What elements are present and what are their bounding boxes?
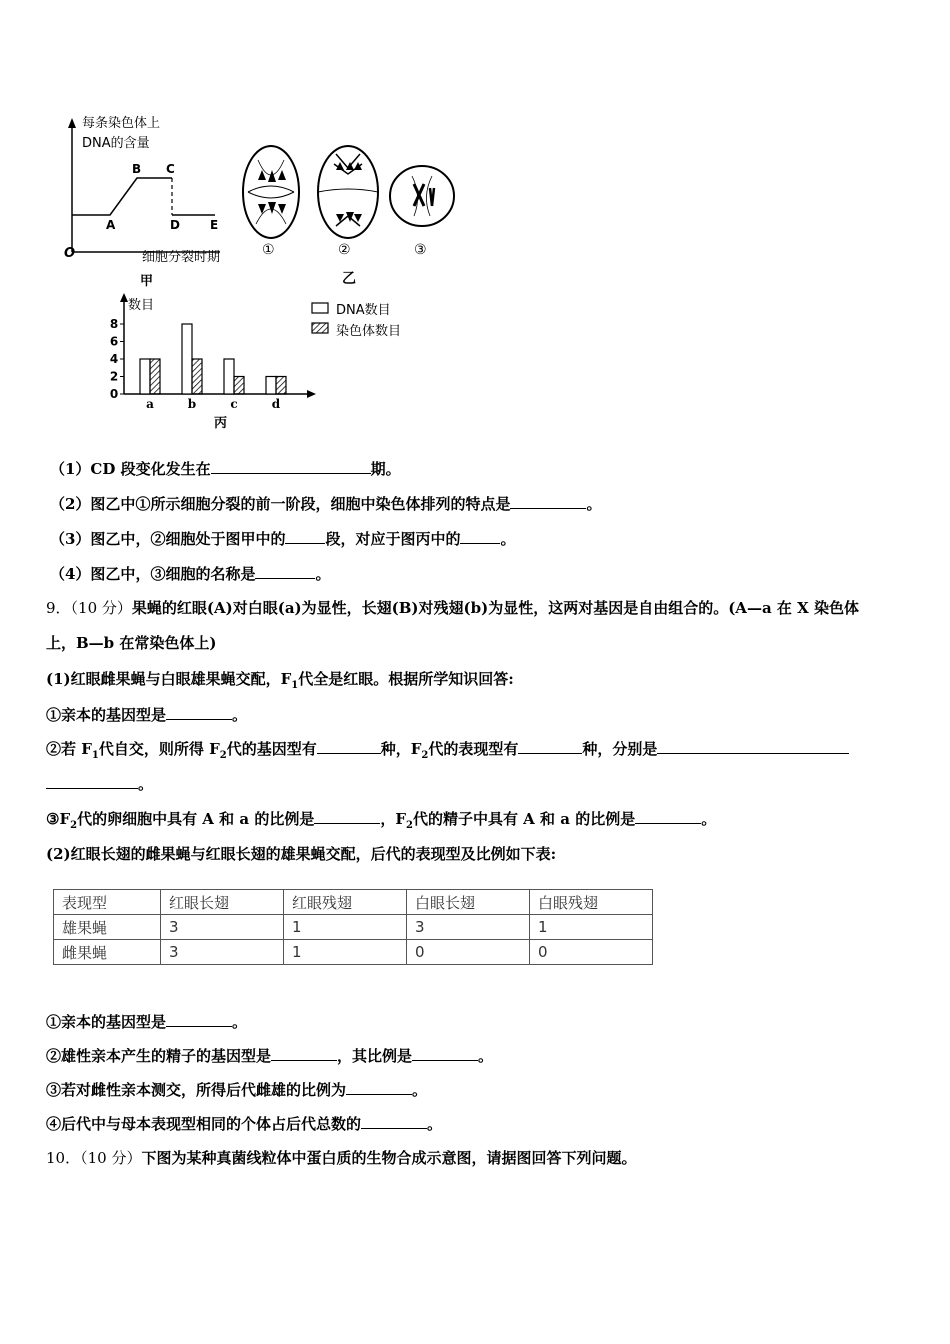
figure-bing [104,290,444,440]
bar-chart [104,290,444,440]
q9-part1-item3: $③F_2$代的卵细胞中具有 A 和 a 的比例是 ，$F_2$代的精子中具有 A 和 a 的比例是 。 [46,810,717,831]
q8-part3: （3）图乙中，②细胞处于图甲中的 段，对应于图丙中的 。 [50,530,516,548]
answer-blank[interactable] [510,507,586,509]
table-cell: 雌果蝇 [54,940,161,965]
cell-label-1: ① [262,242,275,258]
table-cell: 3 [161,915,284,940]
cell-2-image [318,146,378,238]
answer-blank[interactable] [460,542,500,544]
legend-label-chromosome: 染色体数目 [336,324,402,339]
y-axis-label-2: DNA的含量 [82,136,150,151]
category-label: b [187,397,197,411]
q9-part2-intro: (2)红眼长翅的雌果蝇与红眼长翅的雄果蝇交配，后代的表现型及比例如下表: [46,845,557,863]
bar-dna [266,377,276,395]
legend-swatch-dna [312,303,328,313]
table-cell: 3 [407,915,530,940]
q8-part1: （1）CD 段变化发生在 期。 [50,460,401,478]
q9-part1-item2-cont: 。 [46,773,153,794]
q9-part2-item1: ①亲本的基因型是 。 [46,1013,248,1031]
phenotype-table [53,889,653,965]
cell-3-image [390,166,454,226]
legend-swatch-chromosome [312,323,328,333]
bar-chromosome [276,377,286,395]
q9-part2-item2: ②雄性亲本产生的精子的基因型是 ，其比例是 。 [46,1047,494,1065]
q9-part1-intro: (1)红眼雌果蝇与白眼雄果蝇交配，$F_1$代全是红眼。根据所学知识回答: [46,670,514,691]
cell-label-3: ③ [414,242,427,258]
answer-blank[interactable] [255,577,315,579]
y-tick-label: 4 [109,352,119,366]
answer-blank[interactable] [166,718,232,720]
table-header-cell: 红眼残翅 [284,890,407,915]
cell-drawings [236,140,476,250]
table-cell: 0 [407,940,530,965]
category-label: a [146,397,154,411]
chart-ylabel: 数目 [128,298,155,313]
table-cell: 1 [284,915,407,940]
x-axis-label: 细胞分裂时期 [142,250,221,265]
y-tick-label: 2 [109,369,119,384]
table-cell: 0 [530,940,653,965]
figure-jia [60,110,240,290]
legend-label-dna: DNA数目 [336,303,391,318]
figure-jia-caption: 甲 [140,274,154,289]
answer-blank[interactable] [635,822,701,824]
bar-chromosome [150,359,160,394]
table-cell: 1 [284,940,407,965]
table-row [54,915,653,940]
point-label-b: B [132,162,142,176]
table-header-cell: 表现型 [54,890,161,915]
q9-part2-item4: ④后代中与母本表现型相同的个体占后代总数的 。 [46,1115,443,1133]
answer-blank[interactable] [285,542,325,544]
table-cell: 3 [161,940,284,965]
table-header-cell: 白眼残翅 [530,890,653,915]
table-row [54,940,653,965]
q9-stem-line2: 上，B—b 在常染色体上) [46,634,217,652]
cell-1-image [243,146,299,238]
answer-blank[interactable] [657,752,849,754]
y-tick-label: 8 [109,317,119,331]
table-cell: 雄果蝇 [54,915,161,940]
answer-blank[interactable] [361,1127,427,1129]
q8-part4: （4）图乙中，③细胞的名称是 。 [50,565,331,583]
y-tick-label: 6 [109,334,119,349]
q8-part2: （2）图乙中①所示细胞分裂的前一阶段，细胞中染色体排列的特点是 。 [50,495,602,513]
category-label: c [230,397,238,411]
bar-dna [140,359,150,394]
point-label-a: A [106,218,116,232]
q9-part2-item3: ③若对雌性亲本测交，所得后代雌雄的比例为 。 [46,1081,428,1099]
q9-stem-line1: 9．（10 分）果蝇的红眼(A)对白眼(a)为显性，长翅(B)对残翅(b)为显性，这两对基因是自由组合的。(A—a 在 X 染色体 [46,599,859,617]
answer-blank[interactable] [314,822,380,824]
point-label-e: E [210,218,219,232]
origin-label: O [64,246,76,261]
y-axis-label-1: 每条染色体上 [82,116,161,131]
answer-blank[interactable] [346,1093,412,1095]
answer-blank[interactable] [317,752,381,754]
table-cell: 1 [530,915,653,940]
bar-dna [182,324,192,394]
figure-yi-caption: 乙 [342,271,356,287]
table-header-row [54,890,653,915]
table-header-cell: 白眼长翅 [407,890,530,915]
answer-blank[interactable] [166,1025,232,1027]
point-label-c: C [166,162,175,176]
answer-blank[interactable] [271,1059,337,1061]
answer-blank[interactable] [46,787,138,789]
answer-blank[interactable] [518,752,582,754]
q9-part1-item2: ②若 $F_1$代自交，则所得 $F_2$代的基因型有 种，$F_2$代的表现型有 种，分别是 [46,738,849,761]
chart-title: 丙 [214,416,228,431]
answer-blank[interactable] [211,472,371,474]
figure-yi [236,140,476,290]
q10-stem: 10．（10 分）下图为某种真菌线粒体中蛋白质的生物合成示意图，请据图回答下列问题。 [46,1149,637,1167]
q9-part1-item1: ①亲本的基因型是 。 [46,706,248,724]
answer-blank[interactable] [412,1059,478,1061]
point-label-d: D [170,218,180,232]
bar-dna [224,359,234,394]
bar-chromosome [234,377,244,395]
table-header-cell: 红眼长翅 [161,890,284,915]
cell-label-2: ② [338,242,351,258]
bar-chromosome [192,359,202,394]
y-tick-label: 0 [109,387,119,401]
category-label: d [271,397,281,411]
